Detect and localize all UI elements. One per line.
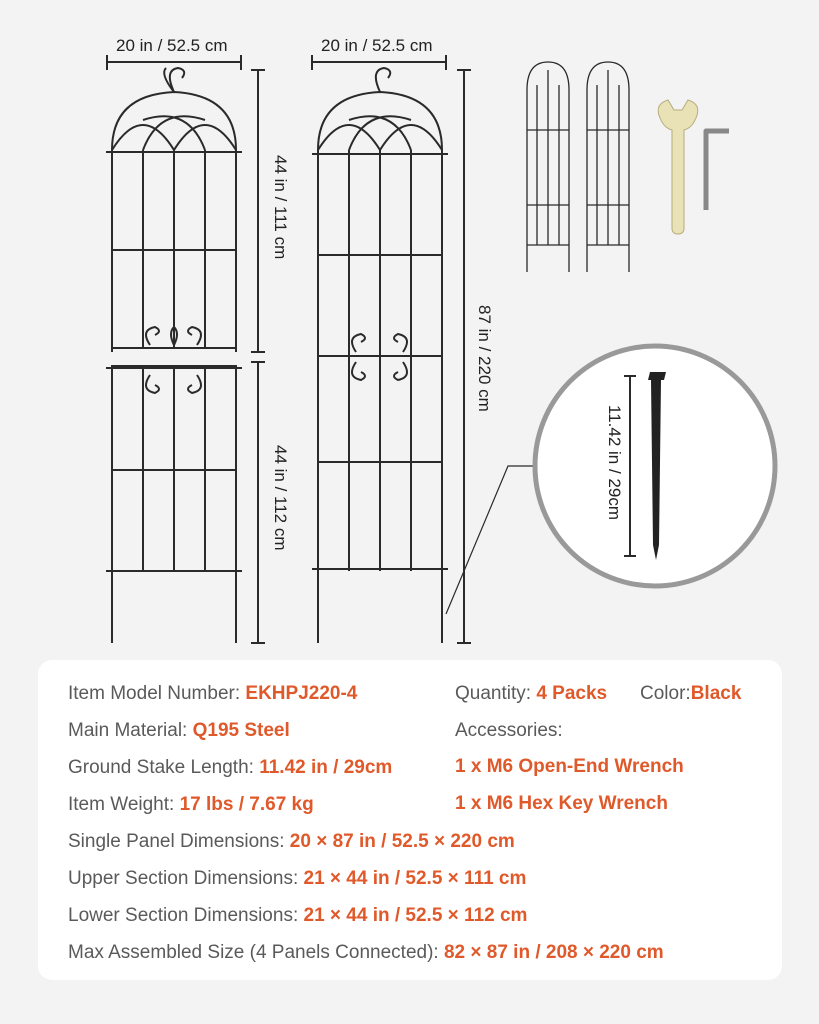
weight-label: Item Weight:: [68, 794, 175, 815]
max-value: 82 × 87 in / 208 × 220 cm: [443, 942, 664, 963]
width-label-right: 20 in / 52.5 cm: [321, 36, 433, 55]
weight-value: 17 lbs / 7.67 kg: [179, 794, 314, 815]
width-dimension-right: [312, 55, 446, 70]
lower-dimensions-row: [68, 905, 527, 927]
hex-key-icon: [706, 131, 729, 210]
max-size-row: [68, 942, 664, 964]
color-row: [640, 683, 741, 705]
stake-label: Ground Stake Length:: [68, 757, 254, 778]
stake-value: 11.42 in / 29cm: [259, 757, 393, 778]
panel-dimensions-row: [68, 831, 515, 853]
material-value: Q195 Steel: [192, 720, 290, 741]
upper-value: 21 × 44 in / 52.5 × 111 cm: [303, 868, 527, 889]
height-dimension-upper: [251, 70, 265, 352]
upper-height-label: 44 in / 111 cm: [271, 155, 290, 260]
model-label: Item Model Number:: [68, 683, 241, 704]
quantity-label: Quantity:: [455, 683, 532, 704]
open-end-wrench-icon: [658, 100, 698, 234]
color-value: Black: [690, 683, 742, 704]
leader-line: [446, 466, 536, 614]
full-panel: [312, 68, 448, 643]
accessory-item-hex-key: 1 x M6 Hex Key Wrench: [455, 793, 668, 814]
width-label-left: 20 in / 52.5 cm: [116, 36, 228, 55]
material-row: [68, 720, 290, 742]
weight-row: [68, 794, 314, 816]
ground-stake-detail: [535, 346, 775, 586]
accessories-label: Accessories:: [455, 720, 563, 741]
model-row: [68, 683, 357, 705]
quantity-value: 4 Packs: [536, 683, 608, 704]
specifications-card: [38, 660, 782, 980]
total-height-label: 87 in / 220 cm: [475, 305, 494, 412]
max-label: Max Assembled Size (4 Panels Connected):: [68, 942, 439, 963]
color-label: Color:: [640, 683, 691, 704]
accessory-item-wrench: 1 x M6 Open-End Wrench: [455, 756, 684, 777]
width-dimension-left: [107, 55, 241, 70]
lower-label: Lower Section Dimensions:: [68, 905, 299, 926]
upper-dimensions-row: [68, 868, 526, 890]
material-label: Main Material:: [68, 720, 188, 741]
model-value: EKHPJ220-4: [245, 683, 358, 704]
upper-section-panel: [106, 68, 242, 352]
panel-label: Single Panel Dimensions:: [68, 831, 285, 852]
packaged-panels: [527, 62, 629, 272]
lower-section-panel: [106, 366, 242, 643]
lower-value: 21 × 44 in / 52.5 × 112 cm: [303, 905, 528, 926]
upper-label: Upper Section Dimensions:: [68, 868, 299, 889]
lower-height-label: 44 in / 112 cm: [271, 445, 290, 551]
quantity-row: [455, 683, 607, 705]
height-dimension-lower: [251, 362, 265, 643]
panel-value: 20 × 87 in / 52.5 × 220 cm: [289, 831, 515, 852]
stake-length-label: 11.42 in / 29cm: [605, 405, 624, 520]
height-dimension-total: [457, 70, 471, 643]
stake-row: [68, 757, 392, 779]
